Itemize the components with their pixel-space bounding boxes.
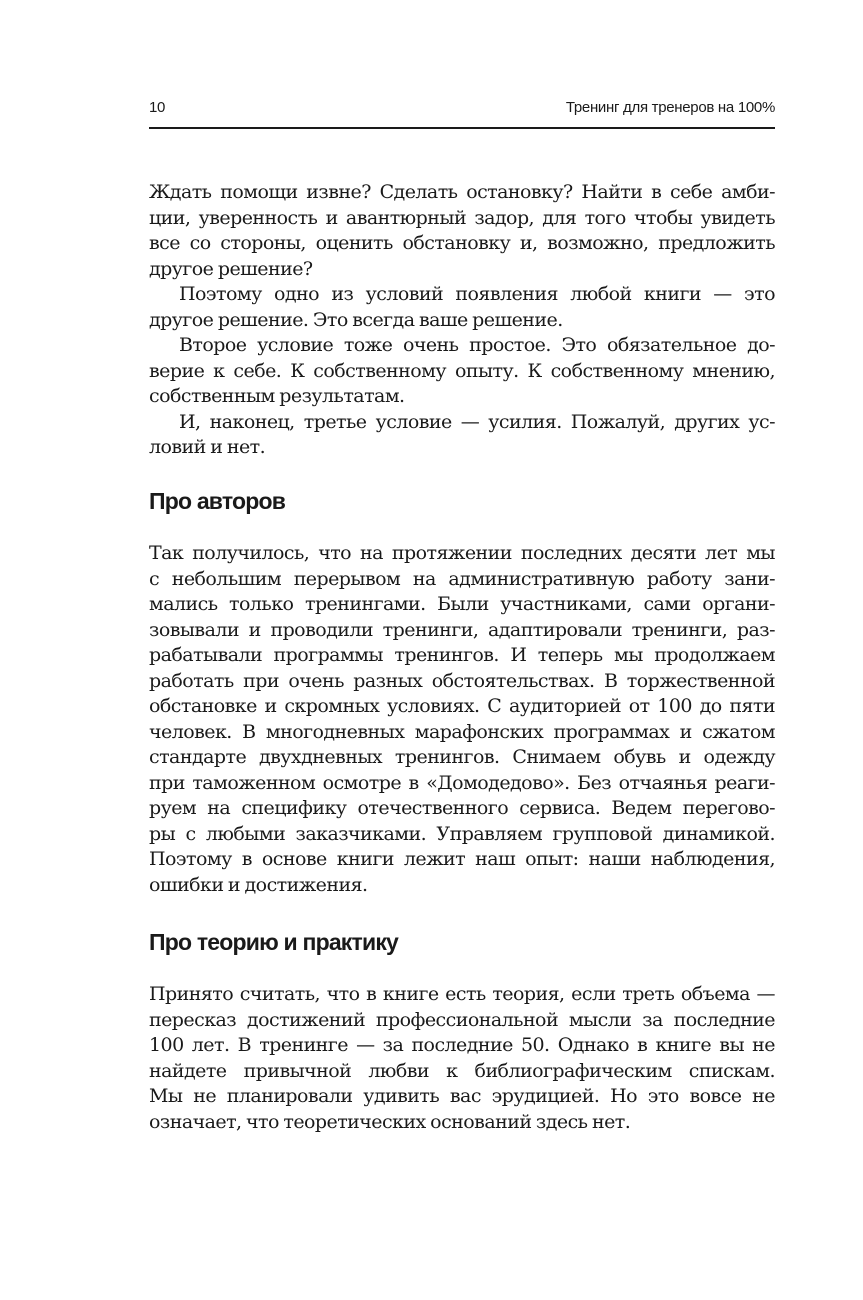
section-heading-theory: Про теорию и практику [149, 929, 399, 955]
text-line: найдете привычной любви к библиографическим спискам. [149, 1059, 775, 1082]
intro-paragraph-3 [149, 333, 775, 410]
text-line: все со стороны, оценить обстановку и, возможно, предложить [149, 232, 775, 254]
text-line: обстановке и скромных условиях. С аудиторией от 100 до пяти [149, 695, 775, 717]
text-line: другое решение? [149, 257, 313, 280]
text-line: с небольшим перерывом на административную работу зани- [149, 567, 775, 590]
text-line: ловий и нет. [149, 436, 266, 458]
intro-paragraph-2 [149, 282, 775, 333]
text-line: при таможенном осмотре в «Домодедово». Без отчаянья реаги- [149, 771, 775, 794]
intro-paragraph-4 [149, 410, 775, 461]
text-line: верие к себе. К собственному опыту. К собственному мнению, [149, 359, 775, 382]
text-line: собственным результатам. [149, 385, 405, 407]
text-line: 100 лет. В тренинге — за последние 50. Однако в книге вы не [149, 1034, 775, 1056]
intro-paragraph-1 [149, 180, 775, 282]
text-line: означает, что теоретических оснований здесь нет. [149, 1110, 631, 1133]
book-title: Тренинг для тренеров на 100% [565, 99, 775, 116]
text-line: пересказ достижений профессиональной мысли за последние [149, 1008, 775, 1031]
header-rule [149, 127, 775, 129]
running-header [149, 99, 775, 121]
text-line: Мы не планировали удивить вас эрудицией. Но это вовсе не [149, 1085, 775, 1107]
section-heading-authors: Про авторов [149, 488, 286, 514]
text-line: рабатывали программы тренингов. И теперь мы продолжаем [149, 644, 775, 666]
text-line: мались только тренингами. Были участниками, сами органи- [149, 593, 775, 615]
text-line: Поэтому одно из условий появления любой книги — это [179, 283, 775, 305]
page-number: 10 [149, 99, 166, 116]
intro-text [149, 180, 775, 461]
text-line: Поэтому в основе книги лежит наш опыт: наши наблюдения, [149, 848, 775, 870]
text-line: другое решение. Это всегда ваше решение. [149, 308, 563, 331]
text-line: Так получилось, что на протяжении последних десяти лет мы [149, 542, 775, 564]
text-line: Второе условие тоже очень простое. Это обязательное до- [179, 334, 775, 356]
text-line: Принято считать, что в книге есть теория, если треть объема — [149, 983, 775, 1005]
text-line: работать при очень разных обстоятельствах. В торжественной [149, 669, 775, 692]
text-line: человек. В многодневных марафонских программах и сжатом [149, 720, 775, 743]
text-line: ошибки и достижения. [149, 873, 368, 896]
text-line: стандарте двухдневных тренингов. Снимаем обувь и одежду [149, 746, 775, 768]
authors-text [149, 541, 775, 898]
text-line: зовывали и проводили тренинги, адаптировали тренинги, раз- [149, 618, 775, 641]
text-line: ции, уверенность и авантюрный задор, для того чтобы увидеть [149, 206, 775, 229]
authors-paragraph [149, 541, 775, 898]
text-line: И, наконец, третье условие — усилия. Пожалуй, других ус- [179, 410, 775, 433]
theory-paragraph [149, 982, 775, 1135]
text-line: ры с любыми заказчиками. Управляем групповой динамикой. [149, 822, 775, 845]
theory-text [149, 982, 775, 1135]
text-line: руем на специфику отечественного сервиса. Ведем перегово- [149, 797, 775, 819]
text-line: Ждать помощи извне? Сделать остановку? Найти в себе амби- [149, 181, 775, 203]
